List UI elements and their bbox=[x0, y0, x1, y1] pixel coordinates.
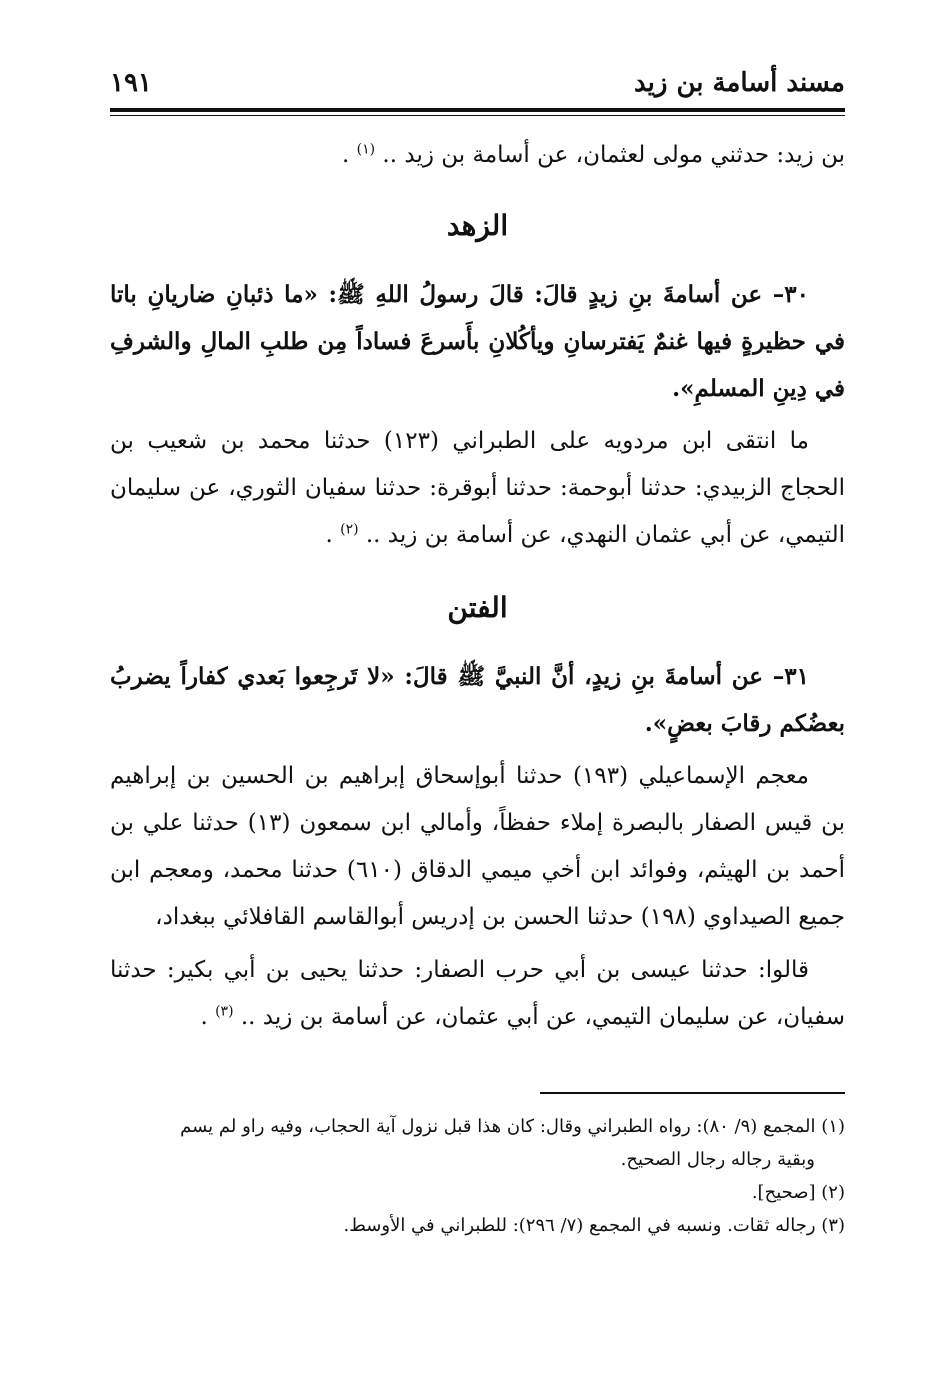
hadith-31-source-b: قالوا: حدثنا عيسى بن أبي حرب الصفار: حدثنا يحيى بن أبي بكير: حدثنا سفيان، عن سليمان التيمي، عن أبي عثمان، عن أسامة بن زيد .. $^{(٣)}$ . bbox=[110, 957, 845, 1030]
footnote-2: (٢) [صحيح]. bbox=[751, 1182, 845, 1203]
hadith-31-source-a: معجم الإسماعيلي (١٩٣) حدثنا أبوإسحاق إبراهيم بن الحسين بن إبراهيم بن قيس الصفار بالبصرة إملاء حفظاً، وأمالي ابن سمعون (١٣) حدثنا علي بن أحمد بن الهيثم، وفوائد ابن أخي ميمي الدقاق (٦١٠) حدثنا محمد، ومعجم ابن جميع الصيداوي (١٩٨) حدثنا الحسن بن إدريس أبوالقاسم القافلائي ببغداد، bbox=[110, 763, 846, 930]
section-heading-fitan: الفتن bbox=[447, 591, 508, 624]
page-header bbox=[110, 68, 845, 104]
footnote-separator bbox=[540, 1092, 845, 1094]
hadith-30-source-text: ما انتقى ابن مردويه على الطبراني (١٢٣) حدثنا محمد بن شعيب بن الحجاج الزبيدي: حدثنا أبوحمة: حدثنا أبوقرة: حدثنا سفيان الثوري، عن سليمان التيمي، عن أبي عثمان النهدي، عن أسامة بن زيد .. bbox=[110, 428, 845, 548]
hadith-30-source: ما انتقى ابن مردويه على الطبراني (١٢٣) حدثنا محمد بن شعيب بن الحجاج الزبيدي: حدثنا أبوحمة: حدثنا أبوقرة: حدثنا سفيان الثوري، عن سليمان التيمي، عن أبي عثمان النهدي، عن أسامة بن زيد .. $^{(٢)}$ . bbox=[110, 428, 845, 548]
hadith-30: ٣٠– عن أسامةَ بنِ زيدٍ قالَ: قالَ رسولُ اللهِ ﷺ: «ما ذئبانِ ضاريانِ باتا في حظيرةٍ فيها غنمٌ يَفترسانِ ويأكُلانِ بأَسرعَ فساداً مِن طلبِ المالِ والشرفِ في دِينِ المسلمِ». bbox=[110, 281, 845, 402]
footnote-1-line-1: (١) المجمع (٩/ ٨٠): رواه الطبراني وقال: كان هذا قبل نزول آية الحجاب، وفيه راو لم يسم bbox=[180, 1116, 845, 1137]
running-title: مسند أسامة بن زيد bbox=[633, 68, 845, 98]
footnote-ref-3: (٣) bbox=[215, 1003, 234, 1020]
header-rule-thin bbox=[110, 115, 845, 116]
footnote-3: (٣) رجاله ثقات. ونسبه في المجمع (٧/ ٢٩٦): للطبراني في الأوسط. bbox=[343, 1215, 845, 1236]
footnote-1-line-2: وبقية رجاله رجال الصحيح. bbox=[620, 1149, 815, 1170]
intro-text: بن زيد: حدثني مولى لعثمان، عن أسامة بن زيد .. bbox=[375, 142, 845, 168]
footnotes bbox=[110, 1110, 845, 1242]
page-number: ١٩١ bbox=[110, 68, 152, 98]
hadith-31: ٣١– عن أسامةَ بنِ زيدٍ، أنَّ النبيَّ ﷺ قالَ: «لا تَرجِعوا بَعدي كفاراً يضربُ بعضُكم رقابَ بعضٍ». bbox=[110, 663, 845, 737]
footnote-ref-2: (٢) bbox=[340, 521, 359, 538]
main-text bbox=[110, 132, 845, 1041]
intro-paragraph: بن زيد: حدثني مولى لعثمان، عن أسامة بن زيد .. $^{(١)}$ . bbox=[342, 141, 845, 168]
section-heading-zuhd: الزهد bbox=[446, 209, 509, 242]
hadith-31-source-b-text: قالوا: حدثنا عيسى بن أبي حرب الصفار: حدثنا يحيى بن أبي بكير: حدثنا سفيان، عن سليمان التيمي، عن أبي عثمان، عن أسامة بن زيد .. bbox=[110, 957, 845, 1030]
header-rule-thick bbox=[110, 108, 845, 112]
footnote-ref-1: (١) bbox=[356, 141, 376, 158]
